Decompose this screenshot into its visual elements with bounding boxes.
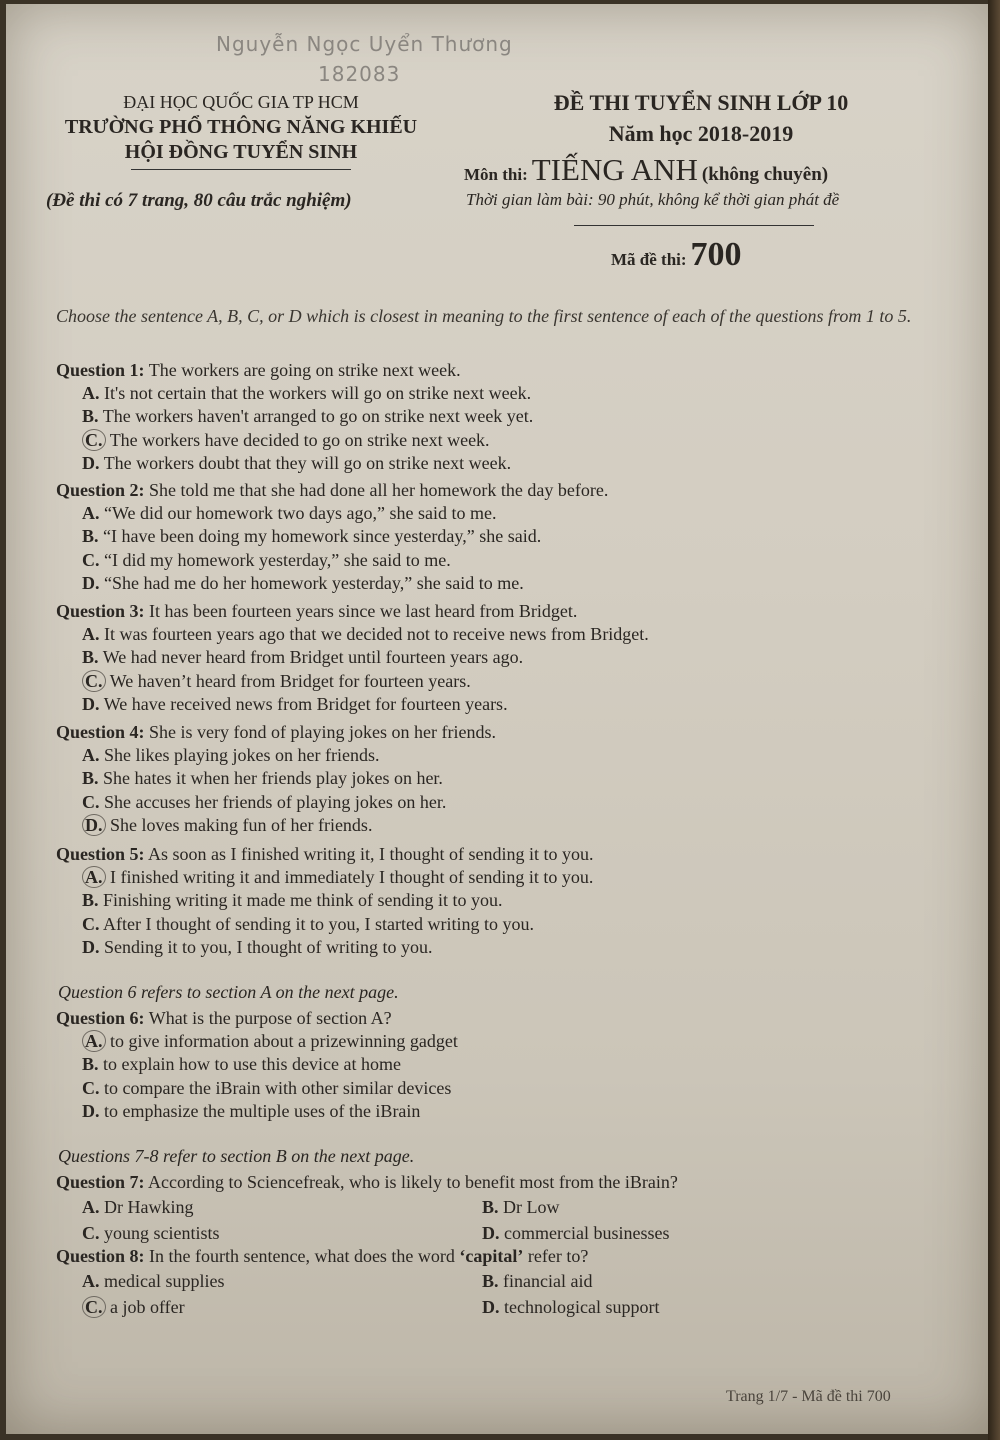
header-right xyxy=(461,88,941,150)
council-name: HỘI ĐỒNG TUYỂN SINH xyxy=(124,141,358,163)
question-label: Question 4: xyxy=(56,722,145,742)
question-text: She is very fond of playing jokes on her friends. xyxy=(149,722,496,742)
exam-page xyxy=(6,4,990,1434)
option-b[interactable]: B. Finishing writing it made me think of sending it to you. xyxy=(82,890,503,911)
option-d[interactable]: D. “She had me do her homework yesterday,” she said to me. xyxy=(82,572,524,593)
header-right-underline xyxy=(574,225,814,226)
question-text: As soon as I finished writing it, I thought of sending it to you. xyxy=(148,844,594,864)
answer-circle: C. xyxy=(82,429,106,451)
question-label: Question 3: xyxy=(56,601,145,621)
question-text: It has been fourteen years since we last heard from Bridget. xyxy=(149,601,578,621)
question-5 xyxy=(56,842,936,959)
answer-circle: A. xyxy=(82,1030,106,1052)
question-label: Question 8: xyxy=(56,1246,145,1266)
option-c[interactable]: C. young scientists xyxy=(82,1223,220,1243)
option-a[interactable]: A. Dr Hawking xyxy=(82,1197,194,1217)
question-text: What is the purpose of section A? xyxy=(148,1008,392,1028)
subject-note: (không chuyên) xyxy=(701,164,829,185)
question-2 xyxy=(56,478,936,595)
exam-code-number: 700 xyxy=(690,236,742,273)
option-b[interactable]: B. She hates it when her friends play jokes on her. xyxy=(82,768,443,789)
option-d[interactable]: D. Sending it to you, I thought of writing to you. xyxy=(82,936,433,957)
option-c[interactable]: C. to compare the iBrain with other similar devices xyxy=(82,1077,452,1098)
option-a[interactable]: A. She likes playing jokes on her friends. xyxy=(82,745,380,765)
school-year: Năm học 2018-2019 xyxy=(608,121,794,146)
option-d[interactable]: D. The workers doubt that they will go on strike next week. xyxy=(82,452,512,473)
option-b[interactable]: B. The workers haven't arranged to go on strike next week yet. xyxy=(82,406,534,427)
option-a[interactable]: A. to give information about a prizewinning gadget xyxy=(82,1030,936,1053)
instructions: Choose the sentence A, B, C, or D which is closest in meaning to the first sentence of each of the questions from 1 to 5. xyxy=(56,306,912,326)
option-b[interactable]: B. We had never heard from Bridget until fourteen years ago. xyxy=(82,647,524,668)
exam-code xyxy=(611,236,742,274)
exam-code-label: Mã đề thi: xyxy=(611,250,687,269)
question-4 xyxy=(56,720,936,837)
option-d[interactable]: D. to emphasize the multiple uses of the iBrain xyxy=(82,1100,421,1121)
option-c[interactable]: C. a job offer xyxy=(82,1294,482,1320)
exam-page-note: (Đề thi có 7 trang, 80 câu trắc nghiệm) xyxy=(46,190,352,211)
option-b[interactable]: B. to explain how to use this device at home xyxy=(82,1054,401,1075)
question-1 xyxy=(56,358,936,475)
question-label: Question 5: xyxy=(56,844,145,864)
option-a[interactable]: A. “We did our homework two days ago,” she said to me. xyxy=(82,503,497,523)
subject-label: Môn thi: xyxy=(464,165,528,184)
question-8: Question 8: In the fourth sentence, what does the word ‘capital’ refer to? A. medical supplies B. financial aid C. a job offer D. technological support xyxy=(56,1244,936,1320)
option-a[interactable]: A. I finished writing it and immediately I thought of sending it to you. xyxy=(82,866,936,889)
option-d[interactable]: D. commercial businesses xyxy=(482,1223,670,1243)
option-b[interactable]: B. “I have been doing my homework since yesterday,” she said. xyxy=(82,526,542,547)
option-d[interactable]: D. technological support xyxy=(482,1297,660,1317)
subject-line xyxy=(464,152,828,188)
header-left-underline xyxy=(131,169,351,170)
option-d[interactable]: D. We have received news from Bridget for fourteen years. xyxy=(82,693,508,714)
question-label: Question 6: xyxy=(56,1008,145,1028)
handwritten-number: 182083 xyxy=(318,62,401,86)
answer-circle: C. xyxy=(82,670,106,692)
question-text: She told me that she had done all her homework the day before. xyxy=(149,480,609,500)
question-text: According to Sciencefreak, who is likely to benefit most from the iBrain? xyxy=(148,1172,678,1192)
answer-circle: A. xyxy=(82,866,106,888)
question-7 xyxy=(56,1170,936,1246)
question-text: The workers are going on strike next week. xyxy=(148,360,461,380)
page-footer: Trang 1/7 - Mã đề thi 700 xyxy=(726,1388,891,1405)
handwritten-name: Nguyễn Ngọc Uyển Thương xyxy=(216,32,513,56)
section-b-note: Questions 7-8 refer to section B on the next page. xyxy=(58,1146,415,1166)
time-allowed: Thời gian làm bài: 90 phút, không kể thời gian phát đề xyxy=(466,190,840,209)
question-label: Question 2: xyxy=(56,480,145,500)
school-name: TRƯỜNG PHỔ THÔNG NĂNG KHIẾU xyxy=(64,116,418,138)
keyword: ‘capital’ xyxy=(459,1246,524,1266)
question-6 xyxy=(56,1006,936,1123)
option-d[interactable]: D. She loves making fun of her friends. xyxy=(82,814,936,837)
answer-circle: D. xyxy=(82,814,106,836)
question-label: Question 7: xyxy=(56,1172,145,1192)
option-c[interactable]: C. “I did my homework yesterday,” she said to me. xyxy=(82,549,451,570)
header-left xyxy=(36,90,446,170)
question-3 xyxy=(56,599,936,716)
option-c[interactable]: C. After I thought of sending it to you, I started writing to you. xyxy=(82,913,534,934)
page-edge-shadow xyxy=(988,0,1000,1440)
question-label: Question 1: xyxy=(56,360,145,380)
option-a[interactable]: A. It's not certain that the workers will go on strike next week. xyxy=(82,383,532,403)
answer-circle: C. xyxy=(82,1296,106,1318)
option-c[interactable]: C. We haven’t heard from Bridget for fourteen years. xyxy=(82,670,936,693)
section-a-note: Question 6 refers to section A on the next page. xyxy=(58,982,399,1002)
option-a[interactable]: A. It was fourteen years ago that we decided not to receive news from Bridget. xyxy=(82,624,649,644)
option-c[interactable]: C. She accuses her friends of playing jokes on her. xyxy=(82,791,447,812)
option-b[interactable]: B. financial aid xyxy=(482,1271,593,1291)
option-c[interactable]: C. The workers have decided to go on strike next week. xyxy=(82,429,936,452)
option-a[interactable]: A. medical supplies xyxy=(82,1271,225,1291)
option-b[interactable]: B. Dr Low xyxy=(482,1197,560,1217)
exam-title: ĐỀ THI TUYỂN SINH LỚP 10 xyxy=(553,90,849,115)
university-name: ĐẠI HỌC QUỐC GIA TP HCM xyxy=(123,92,359,112)
subject-name: TIẾNG ANH xyxy=(531,152,698,187)
